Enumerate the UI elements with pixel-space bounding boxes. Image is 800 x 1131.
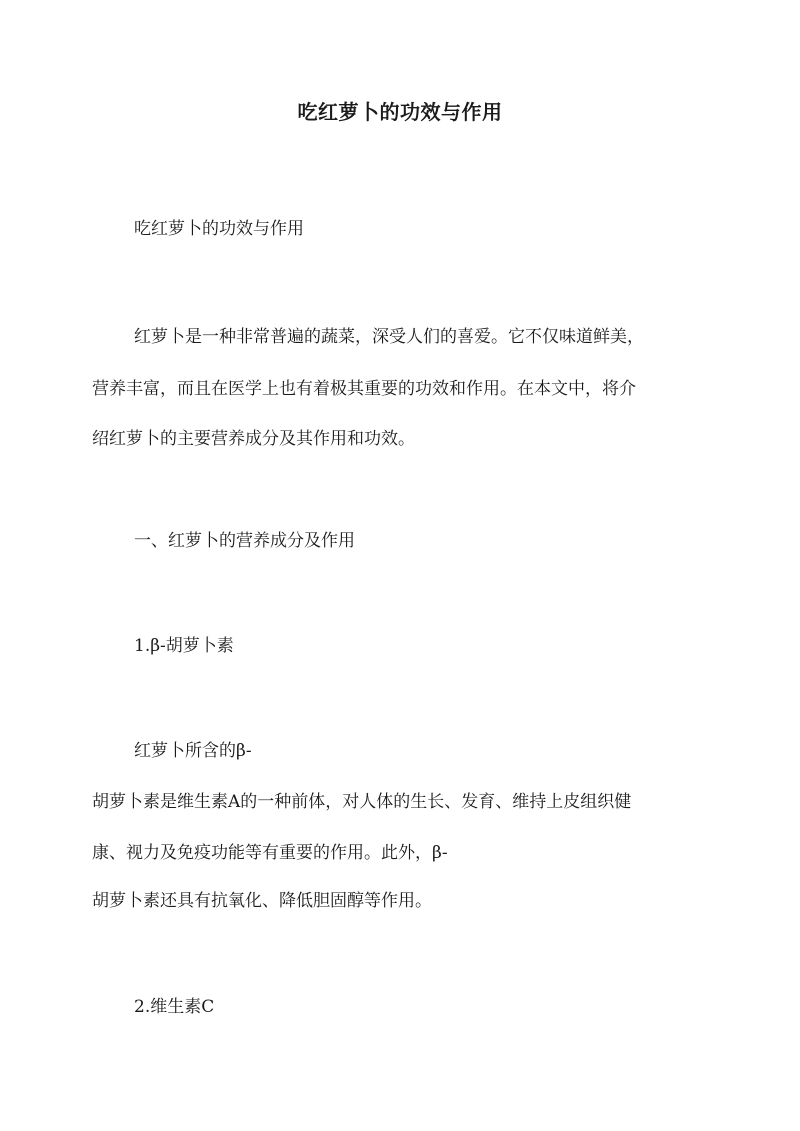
item1-line-4: 胡萝卜素还具有抗氧化、降低胆固醇等作用。 (92, 891, 432, 911)
intro-line-3: 绍红萝卜的主要营养成分及其作用和功效。 (92, 429, 415, 449)
intro-line-1: 红萝卜是一种非常普遍的蔬菜，深受人们的喜爱。它不仅味道鲜美， (134, 327, 644, 347)
item1-line-3: 康、视力及免疫功能等有重要的作用。此外，β- (92, 843, 448, 863)
item1-line-1: 红萝卜所含的β- (134, 741, 252, 761)
item1-line-2: 胡萝卜素是维生素A的一种前体，对人体的生长、发育、维持上皮组织健 (92, 792, 632, 812)
intro-line-2: 营养丰富，而且在医学上也有着极其重要的功效和作用。在本文中，将介 (92, 379, 636, 399)
document-subtitle: 吃红萝卜的功效与作用 (134, 219, 304, 239)
item1-heading: 1.β-胡萝卜素 (134, 636, 234, 656)
document-title: 吃红萝卜的功效与作用 (297, 100, 503, 124)
section1-heading: 一、红萝卜的营养成分及作用 (134, 531, 355, 551)
item2-heading: 2.维生素C (134, 997, 215, 1017)
